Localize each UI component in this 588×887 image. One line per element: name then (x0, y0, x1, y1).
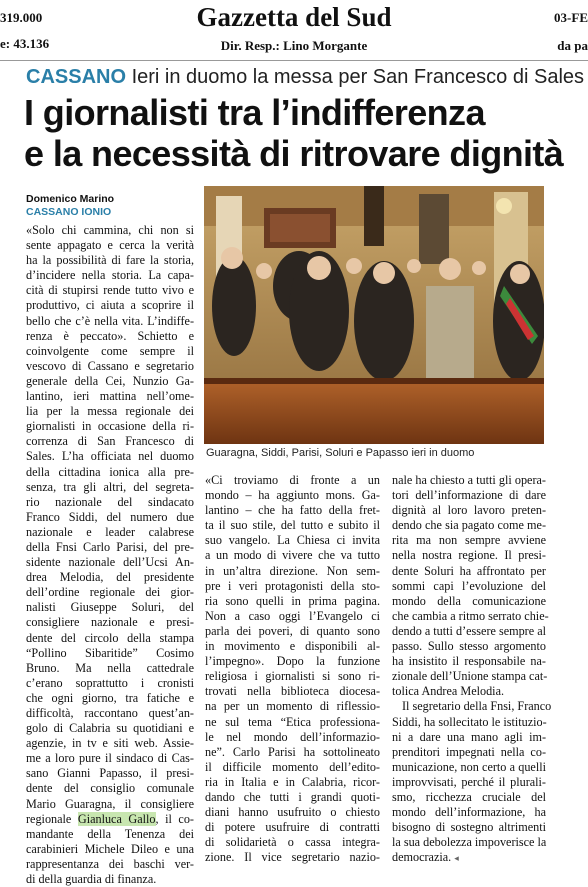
text-line: generale della Cei, Nunzio Ga- (26, 373, 194, 388)
text-line: che cambia a ritmo serrato chie- (392, 608, 549, 623)
text-line (26, 812, 194, 827)
text-line: in movimento e disponibili al- (205, 639, 380, 654)
text-line: nalisti Giuseppe Soluri, del (26, 600, 194, 615)
masthead-left-top: 319.000 (0, 10, 43, 25)
text-line: tolica Andrea Melodia. (392, 684, 505, 699)
text-line: Mario Guaragna, il consigliere (26, 796, 194, 811)
text-fragment: democrazia. (392, 850, 452, 865)
text-line: sano Gianni Papasso, il presi- (26, 766, 194, 781)
director-line: Dir. Resp.: Lino Morgante (220, 38, 368, 53)
text-line: nazionale e leader calabrese (26, 524, 194, 539)
text-line: Franco Siddi, del numero due (26, 509, 194, 524)
text-fragment: , il co- (155, 811, 194, 826)
text-line: dando che tutti i grandi quoti- (205, 789, 380, 804)
text-fragment: regionale (26, 811, 78, 826)
text-line: na per un momento di riflessio- (205, 699, 380, 714)
text-line: dell’ordine regionale dei gior- (26, 585, 194, 600)
article-column-2 (205, 473, 380, 865)
author-name: Domenico Marino (26, 193, 115, 205)
text-line: smo, ricchezza cruciale del (392, 789, 546, 804)
text-line: in un’altra direzione. Non sem- (205, 563, 380, 578)
text-line: bisogno di sostegno altrimenti (392, 820, 546, 835)
text-line: zionale dell’Unione stampa cat- (392, 669, 548, 684)
dateline-place: CASSANO IONIO (26, 206, 112, 218)
text-line: di della guardia di finanza. (26, 872, 157, 887)
text-line: di solidarietà o cassa integra- (205, 835, 380, 850)
text-line: coinvolgente come sempre il (26, 343, 194, 358)
text-line (392, 850, 546, 866)
text-line: mondo – ha aggiunto mons. Ga- (205, 488, 380, 503)
text-line: dente del consiglio comunale (26, 781, 194, 796)
text-line: bello che c’è nella vita. L’indiffe- (26, 313, 194, 328)
text-line: dendo a tutti d’essere sempre al (392, 623, 546, 638)
highlighted-name: Gianluca Gallo (77, 811, 156, 826)
text-line: parla dei poveri, di quanto sono (205, 623, 380, 638)
article-column-3 (392, 473, 552, 866)
text-line: golo di Calabria su quotidiani e (26, 721, 194, 736)
text-line: correnza di San Francesco di (26, 434, 194, 449)
text-line: ni a dare una mano agli im- (392, 729, 546, 744)
text-line: dignità al loro lavoro preten- (392, 503, 546, 518)
text-line: me a loro pure il sindaco di Cas- (26, 751, 194, 766)
kicker-text: Ieri in duomo la messa per San Francesco di Sales (126, 66, 585, 88)
text-line: lantino, ieri mattina nell’ome- (26, 389, 194, 404)
text-line: dente del circolo della stampa (26, 630, 194, 645)
text-line: c’erano soprattutto i cronisti (26, 675, 194, 690)
text-line: mondo dell’informazione, ha (392, 805, 546, 820)
headline-line-1: I giornalisti tra l’indifferenza (24, 92, 485, 133)
text-line: a un modo di vivere che va tutto (205, 548, 380, 563)
masthead-divider (0, 60, 588, 61)
newspaper-title: Gazzetta del Sud (196, 2, 392, 32)
text-line: improvvisati, perché il plurali- (392, 774, 546, 789)
text-line: dendo che sia pagato come me- (392, 518, 546, 533)
text-line: Non a caso oggi l’Evangelo ci (205, 608, 380, 623)
article-end-icon: ◂ (454, 853, 459, 864)
text-line: ria sono quelli in prima pagina. (205, 593, 380, 608)
text-line: pre i veri protagonisti della sto- (205, 578, 380, 593)
article-column-1 (26, 223, 194, 887)
headline-line-2: e la necessità di ritrovare dignità (24, 133, 564, 174)
text-line: ha la possibilità di fare la storia, (26, 253, 194, 268)
text-line: della cittadina ionica alla pre- (26, 464, 194, 479)
text-line: Siddi, ha sollecitato le istituzio- (392, 714, 547, 729)
text-line: ha insistito il responsabile na- (392, 654, 546, 669)
article-kicker (26, 66, 586, 89)
text-line: lia per la messa regionale dei (26, 404, 194, 419)
article-photo (204, 186, 544, 444)
text-line: senza, tra gli altri, del segreta- (26, 479, 194, 494)
text-line: ta il suo stile, del tutto e subito il (205, 518, 380, 533)
article-headline (24, 92, 584, 174)
masthead-right-top: 03-FE (554, 10, 588, 25)
text-line: «Solo chi cammina, chi non si (26, 223, 194, 237)
text-line: lantino – che ha fatto della fret- (205, 503, 380, 518)
text-line: passo. Sullo stesso argomento (392, 639, 546, 654)
text-line: produttivo, ci aiuta a scoprire il (26, 298, 194, 313)
text-line: suo vangelo. La Chiesa ci invita (205, 533, 380, 548)
text-line: giornalisti in occasione della ri- (26, 419, 194, 434)
text-line: vescovo di Cassano e segretario (26, 358, 194, 373)
text-line: ne sul tema “Etica professiona- (205, 714, 380, 729)
text-line: cità di stupirsi rende tutto vivo e (26, 283, 194, 298)
masthead-right-bottom: da pa (557, 38, 588, 53)
text-line: l’impegno». Dopo la funzione (205, 654, 380, 669)
text-line: ria in Italia e in Calabria, ricor- (205, 774, 380, 789)
text-line: trovati nella biblioteca diocesa- (205, 684, 380, 699)
text-line: Bruno. Ma nella cattedrale (26, 660, 194, 675)
masthead-left-bottom: e: 43.136 (0, 36, 50, 51)
text-line: “Pollino Sibaritide” Cosimo (26, 645, 194, 660)
text-line: tori dell’informazione di dare (392, 488, 546, 503)
text-line: consigliere nazionale e presi- (26, 615, 194, 630)
text-line: drea Melodia, del presidente (26, 570, 194, 585)
text-line: Sales. L’ha officiata nel duomo (26, 449, 194, 464)
photo-caption: Guaragna, Siddi, Parisi, Soluri e Papasso ieri in duomo (206, 447, 475, 459)
text-line: diani hanno usufruito o chiesto (205, 805, 380, 820)
text-line: le nel mondo dell’informazio- (205, 729, 380, 744)
text-line: prenditori impegnati nella co- (392, 744, 546, 759)
kicker-place: CASSANO (26, 66, 127, 88)
text-line: sente appagato e cerca la verità (26, 238, 194, 253)
text-line: mondo della comunicazione (392, 593, 546, 608)
text-line: rappresentanza dei baschi ver- (26, 856, 194, 871)
text-line: renza è peccato». Schietto e (26, 328, 194, 343)
text-line: d’incidere nella storia. La capa- (26, 268, 194, 283)
text-line: religiosa i giornalisti si sono ri- (205, 669, 380, 684)
text-line: municazione, non certo a quelli (392, 759, 546, 774)
text-line: della Fnsi Carlo Parisi, del pre- (26, 539, 194, 554)
text-line: difficoltà, raccontano quest’an- (26, 706, 194, 720)
text-line: «Ci troviamo di fronte a un (205, 473, 380, 487)
text-line: rio nazionale del sindacato (26, 494, 194, 509)
text-line: rita ma non sempre avviene (392, 533, 546, 548)
text-line: nella nostra regione. Il presi- (392, 548, 546, 563)
text-line: zione. Il vice segretario nazio- (205, 850, 380, 865)
text-line: agenzie, in tv e siti web. Assie- (26, 736, 194, 751)
text-line: ne”. Carlo Parisi ha sottolineato (205, 744, 380, 759)
text-line: mandante della Tenenza dei (26, 826, 194, 841)
text-line: Il segretario della Fnsi, Franco (402, 699, 552, 714)
text-line: di potere usufruire di contratti (205, 820, 380, 835)
text-line: dente Soluri ha affrontato per (392, 563, 546, 578)
text-line: il difficile momento dell’edito- (205, 759, 380, 774)
text-line: sommi capi l’evoluzione del (392, 578, 546, 593)
text-line: nale ha chiesto a tutti gli opera- (392, 473, 546, 487)
text-line: che ogni giorno, tra fatiche e (26, 690, 194, 705)
text-line: la sua debolezza impoverisce la (392, 835, 547, 850)
text-line: sidente nazionale dell’Ucsi An- (26, 555, 194, 570)
text-line: carabinieri Michele Dileo e una (26, 841, 194, 856)
